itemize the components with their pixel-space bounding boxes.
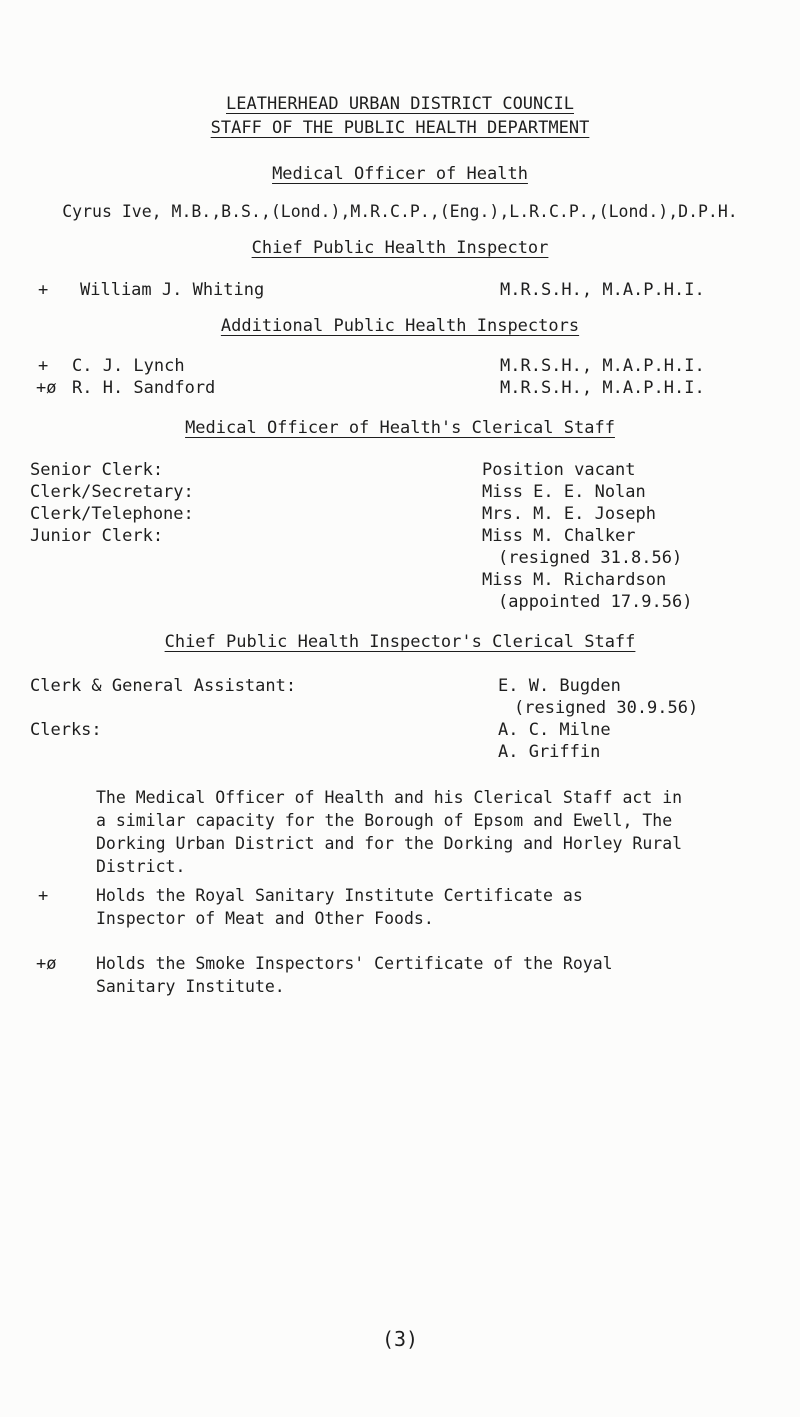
additional-mark: + (38, 356, 49, 376)
cphi-clerical-value: A. Griffin (498, 742, 601, 762)
cphi-name: William J. Whiting (80, 280, 265, 300)
moh-clerical-value: Miss M. Chalker (482, 526, 636, 546)
cphi-clerical-value: (resigned 30.9.56) (514, 698, 699, 718)
additional-quals: M.R.S.H., M.A.P.H.I. (500, 378, 705, 398)
notes-paragraph: The Medical Officer of Health and his Clerical Staff act in a similar capacity for the Borough of Epsom and Ewell, The Dorking Urban District and for the Dorking and Horley Rural District. (96, 788, 683, 876)
footnote-text: Holds the Royal Sanitary Institute Certificate as Inspector of Meat and Other Foods. (96, 886, 583, 928)
cphi-clerical-heading: Chief Public Health Inspector's Clerical Staff (164, 632, 636, 652)
cphi-heading: Chief Public Health Inspector (251, 238, 549, 258)
moh-clerical-value: (resigned 31.8.56) (498, 548, 683, 568)
page-number: (3) (381, 1327, 419, 1351)
moh-clerical-label: Senior Clerk: (30, 460, 164, 480)
cphi-mark: + (38, 280, 49, 300)
moh-clerical-value: (appointed 17.9.56) (498, 592, 693, 612)
cphi-clerical-value: E. W. Bugden (498, 676, 621, 696)
additional-name: C. J. Lynch (72, 356, 185, 376)
additional-quals: M.R.S.H., M.A.P.H.I. (500, 356, 705, 376)
cphi-clerical-label: Clerks: (30, 720, 102, 740)
cphi-quals: M.R.S.H., M.A.P.H.I. (500, 280, 705, 300)
cphi-clerical-value: A. C. Milne (498, 720, 611, 740)
cphi-clerical-label: Clerk & General Assistant: (30, 676, 297, 696)
footnote-text: Holds the Smoke Inspectors' Certificate of the Royal Sanitary Institute. (96, 954, 613, 996)
moh-name-line: Cyrus Ive, M.B.,B.S.,(Lond.),M.R.C.P.,(Eng.),L.R.C.P.,(Lond.),D.P.H. (62, 202, 738, 221)
moh-clerical-value: Miss E. E. Nolan (482, 482, 646, 502)
moh-clerical-value: Miss M. Richardson (482, 570, 667, 590)
additional-heading: Additional Public Health Inspectors (220, 316, 580, 336)
footnote-mark: +ø (36, 954, 57, 974)
moh-clerical-value: Position vacant (482, 460, 636, 480)
council-title: LEATHERHEAD URBAN DISTRICT COUNCIL (226, 94, 574, 114)
moh-clerical-label: Clerk/Secretary: (30, 482, 194, 502)
department-title: STAFF OF THE PUBLIC HEALTH DEPARTMENT (210, 118, 590, 138)
moh-clerical-label: Clerk/Telephone: (30, 504, 194, 524)
moh-clerical-label: Junior Clerk: (30, 526, 164, 546)
additional-name: R. H. Sandford (72, 378, 216, 398)
footnote-mark: + (38, 886, 49, 906)
additional-mark: +ø (36, 378, 57, 398)
moh-clerical-heading: Medical Officer of Health's Clerical Staff (185, 418, 615, 438)
moh-heading: Medical Officer of Health (272, 164, 528, 184)
moh-clerical-value: Mrs. M. E. Joseph (482, 504, 656, 524)
